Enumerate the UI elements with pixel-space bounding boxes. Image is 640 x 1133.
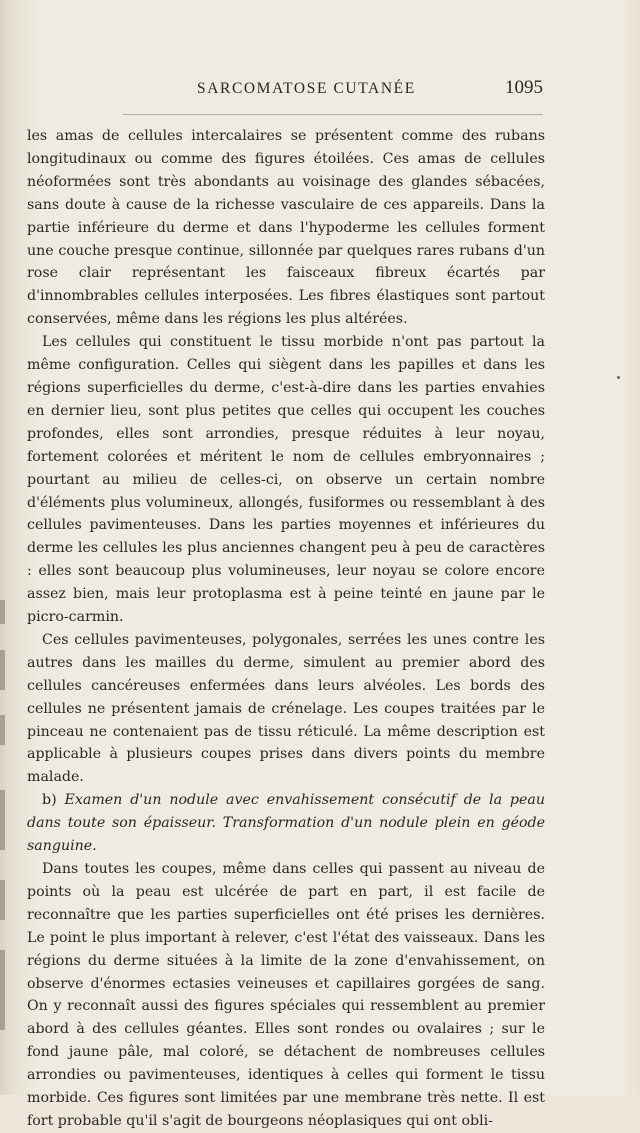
header-rule	[123, 114, 543, 115]
section-heading	[27, 789, 545, 858]
binding-shadow	[0, 790, 5, 850]
page-number: 1095	[505, 77, 543, 98]
binding-shadow	[0, 600, 5, 624]
ink-speck	[617, 376, 620, 379]
binding-shadow	[0, 650, 5, 690]
paragraph-4: Dans toutes les coupes, même dans celles qui passent au niveau de points où la peau est ulcérée de part en part, il est facile de reconnaître que les parties superficielles ont été prises les dernières. Le point le plus important à relever, c'est l'état des vaisseaux. Dans les régions du derme situées à la limite de la zone d'envahissement, on observe d'énormes ectasies veineuses et capillaires gorgées de sang. On y reconnaît aussi des figures spéciales qui ressemblent au premier abord à des cellules géantes. Elles sont rondes ou ovalaires ; sur le fond jaune pâle, mal coloré, se détachent de nombreuses cellules arrondies ou pavimenteuses, identiques à celles qui forment le tissu morbide. Ces figures sont limitées par une membrane très nette. Il est fort probable qu'il s'agit de bourgeons néoplasiques qui ont obli-	[27, 861, 545, 1129]
binding-shadow	[0, 880, 5, 920]
body-text	[27, 125, 545, 1133]
paragraph-2: Les cellules qui constituent le tissu morbide n'ont pas partout la même configuration. Celles qui siègent dans les papilles et dans les régions superficielles du derme, c'est-à-dire dans les parties envahies en dernier lieu, sont plus petites que celles qui occupent les couches profondes, elles sont arrondies, presque réduites à leur noyau, fortement colorées et méritent le nom de cellules embryonnaires ; pourtant au milieu de celles-ci, on observe un certain nombre d'éléments plus volumineux, allongés, fusiformes ou ressemblant à des cellules pavimenteuses. Dans les parties moyennes et inférieures du derme les cellules les plus anciennes changent peu à peu de caractères : elles sont beaucoup plus volumineuses, leur noyau se colore encore assez bien, mais leur protoplasma est à peine teinté en jaune par le picro-carmin.	[27, 334, 545, 626]
section-heading-text: Examen d'un nodule avec envahissement consécutif de la peau dans toute son épaisseur. Transformation d'un nodule plein en géode sanguine.	[27, 792, 545, 855]
paragraph-3: Ces cellules pavimenteuses, polygonales, serrées les unes contre les autres dans les mailles du derme, simulent au premier abord des cellules cancéreuses enfermées dans leurs alvéoles. Les bords des cellules ne présentent jamais de crénelage. Les coupes traitées par le pinceau ne contenaient pas de tissu réticulé. La même description est applicable à plusieurs coupes prises dans divers points du membre malade.	[27, 631, 545, 786]
running-title: SARCOMATOSE CUTANÉE	[197, 80, 416, 97]
running-header	[0, 76, 640, 104]
paragraph-1: les amas de cellules intercalaires se présentent comme des rubans longitudinaux ou comme des figures étoilées. Ces amas de cellules néoformées sont très abondants au voisinage des glandes sébacées, sans doute à cause de la richesse vasculaire de ces appareils. Dans la partie inférieure du derme et dans l'hypoderme les cellules forment une couche presque continue, sillonnée par quelques rares rubans d'un rose clair représentant les faisceaux fibreux écartés par d'innombrables cellules interposées. Les fibres élastiques sont partout conservées, même dans les régions les plus altérées.	[27, 128, 545, 328]
section-label: b)	[42, 792, 57, 809]
binding-shadow	[0, 950, 5, 1030]
binding-shadow	[0, 715, 5, 745]
